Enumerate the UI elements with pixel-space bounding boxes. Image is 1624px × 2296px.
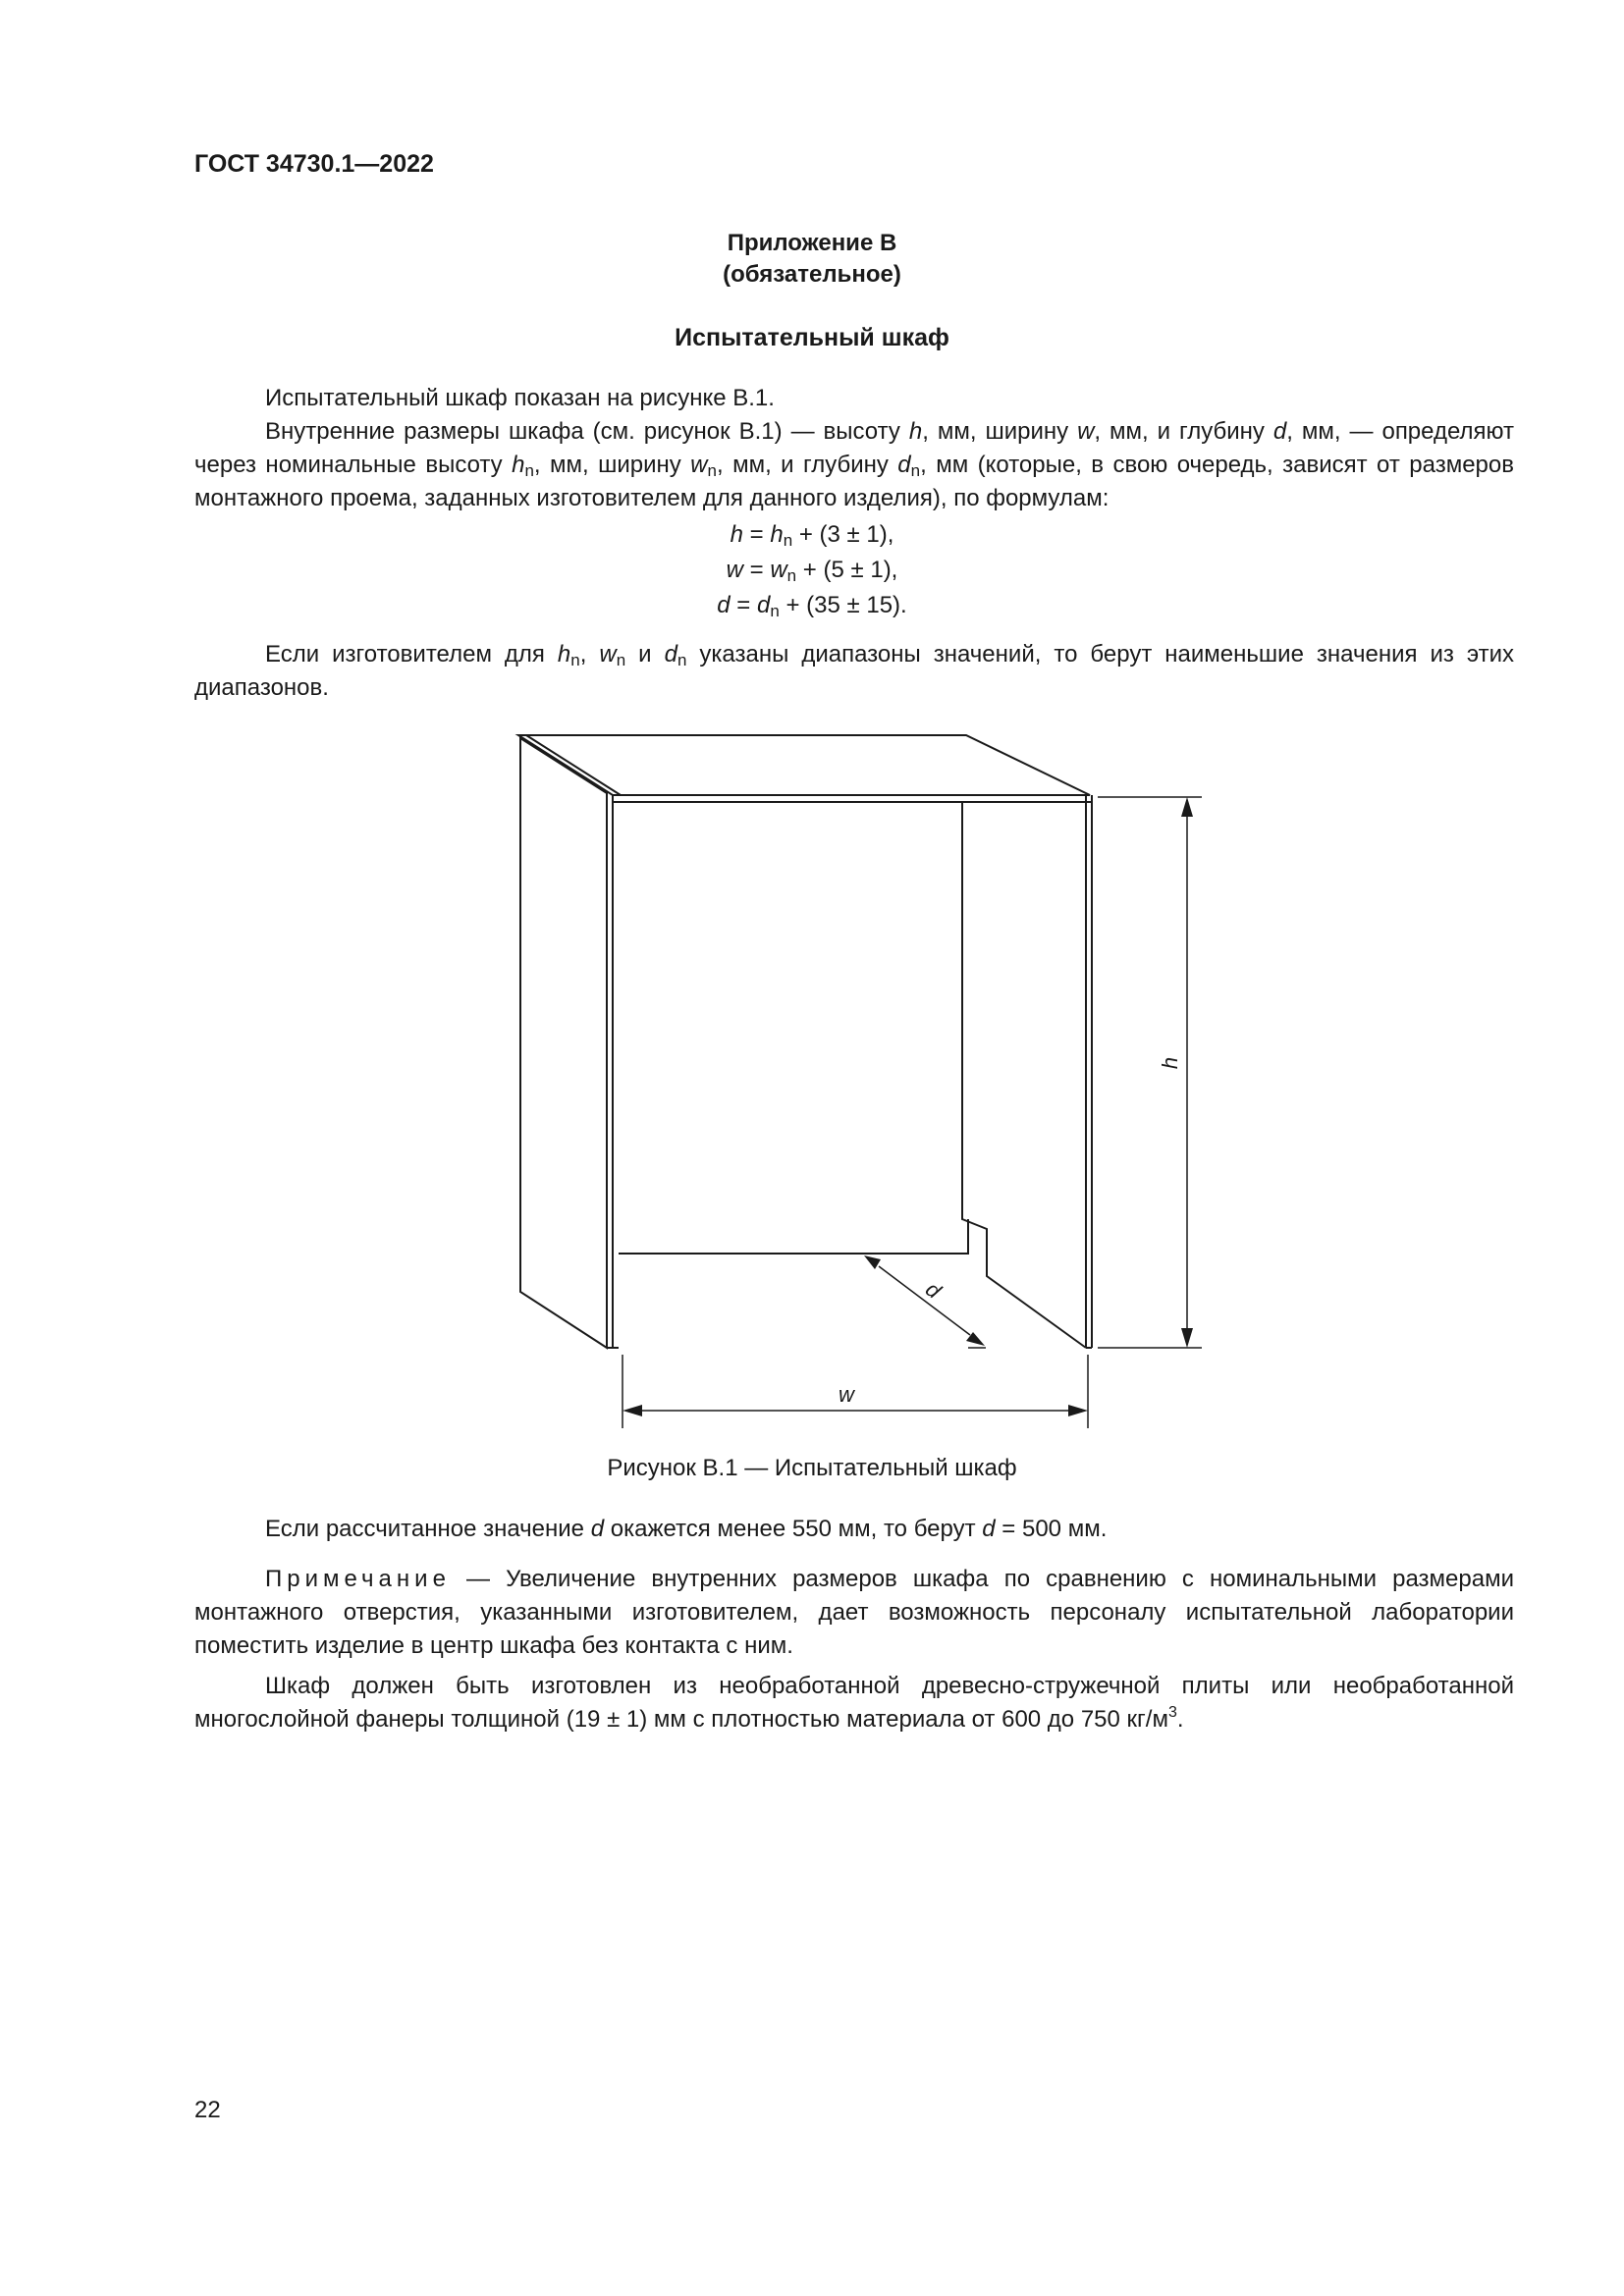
var-wn: w <box>599 641 617 667</box>
text-run: , мм, и глубину <box>716 452 898 478</box>
text-run: указаны диапазоны значений, то берут наименьшие значения из этих диапазонов. <box>194 641 1514 701</box>
text-run: , <box>579 641 600 667</box>
formula-rhs: + (3 ± 1), <box>792 521 894 548</box>
var-hn: h <box>557 641 571 667</box>
label-h: h <box>1158 1056 1182 1070</box>
cabinet-left-panel <box>520 738 607 1348</box>
var-hn: h <box>512 452 525 478</box>
paragraph-intro-text: Испытательный шкаф показан на рисунке В.1. <box>265 385 775 411</box>
text-run: . <box>1176 1706 1184 1733</box>
figure-caption: Рисунок В.1 — Испытательный шкаф <box>607 1455 1017 1481</box>
text-run: Если рассчитанное значение <box>265 1516 591 1542</box>
var-dn: d <box>897 452 911 478</box>
formula-rhs: + (35 ± 15). <box>779 592 907 618</box>
appendix-status: (обязательное) <box>723 261 901 288</box>
formula-lhs: w <box>726 557 743 583</box>
text-run: = 500 мм. <box>995 1516 1108 1542</box>
subscript-n: n <box>524 461 534 480</box>
dim-d-line <box>879 1266 970 1335</box>
text-run: , мм, ширину <box>922 418 1078 445</box>
text-run: Если изготовителем для <box>265 641 558 667</box>
dimension-arrows <box>623 797 1193 1416</box>
var-wn: w <box>690 452 708 478</box>
formula-lhs: d <box>717 592 731 618</box>
arrow-d-top <box>864 1255 881 1269</box>
subscript-n: n <box>677 651 687 669</box>
subscript-n: n <box>707 461 717 480</box>
appendix-title: Приложение В <box>727 230 897 256</box>
formula-sub: n <box>770 602 780 620</box>
var-w: w <box>1077 418 1095 445</box>
arrow-w-right <box>1068 1405 1088 1416</box>
cabinet-back-corner <box>962 802 1086 1348</box>
formula-eq: = <box>742 521 771 548</box>
var-d: d <box>1272 418 1287 445</box>
text-run: окажется менее 550 мм, то берут <box>604 1516 983 1542</box>
subscript-n: n <box>616 651 626 669</box>
var-d: d <box>590 1516 605 1542</box>
label-d: d <box>921 1276 946 1304</box>
section-title: Испытательный шкаф <box>675 324 949 351</box>
dimension-lines <box>623 797 1202 1428</box>
superscript-3: 3 <box>1167 1704 1177 1721</box>
subscript-n: n <box>910 461 921 480</box>
paragraph-minimum-depth <box>194 1513 1514 1546</box>
arrow-h-top <box>1181 797 1193 817</box>
paragraph-material <box>194 1670 1514 1736</box>
text-run: Шкаф должен быть изготовлен из необработанной древесно-стружечной плиты или необработанной многослойной фанеры толщиной (19 ± 1) мм с плотностью материала от 600 до 750 кг/м <box>194 1673 1514 1733</box>
formula-rhs: + (5 ± 1), <box>796 557 898 583</box>
paragraph-note <box>194 1563 1514 1663</box>
cabinet-top-panel <box>518 735 1090 795</box>
formula-eq: = <box>742 557 771 583</box>
var-h: h <box>908 418 923 445</box>
formula-var: d <box>756 592 771 618</box>
formula-eq: = <box>730 592 757 618</box>
document-header: ГОСТ 34730.1—2022 <box>194 150 434 178</box>
formula-var: h <box>770 521 784 548</box>
note-text: — Увеличение внутренних размеров шкафа по сравнению с номинальными размерами монтажного отверстия, указанными изготовителем, дает возможность персоналу испытательной лаборатории поместить изделие в центр шкафа без контакта с ним. <box>194 1566 1514 1659</box>
text-run: и <box>625 641 665 667</box>
text-run: , мм, — определяют через номинальные высоту <box>194 418 1514 478</box>
text-run: , мм (которые, в свою очередь, зависят от размеров монтажного проема, заданных изготовителем для данного изделия), по формулам: <box>194 452 1514 511</box>
subscript-n: n <box>570 651 580 669</box>
label-w: w <box>839 1382 854 1407</box>
arrow-h-bottom <box>1181 1328 1193 1348</box>
text-run: Внутренние размеры шкафа (см. рисунок В.1) — высоту <box>265 418 909 445</box>
cabinet-back-bottom <box>619 1219 968 1254</box>
formula-lhs: h <box>730 521 743 548</box>
text-run: , мм, и глубину <box>1094 418 1273 445</box>
cabinet-top-edge <box>526 735 621 795</box>
formula-sub: n <box>783 531 793 550</box>
formula-sub: n <box>786 566 797 585</box>
text-run: , мм, ширину <box>533 452 691 478</box>
page-number: 22 <box>194 2097 221 2123</box>
cabinet-drawing <box>518 735 1092 1348</box>
note-label: Примечание <box>265 1566 451 1592</box>
formula-var: w <box>770 557 787 583</box>
var-dn: d <box>664 641 677 667</box>
var-d: d <box>982 1516 996 1542</box>
arrow-w-left <box>623 1405 642 1416</box>
